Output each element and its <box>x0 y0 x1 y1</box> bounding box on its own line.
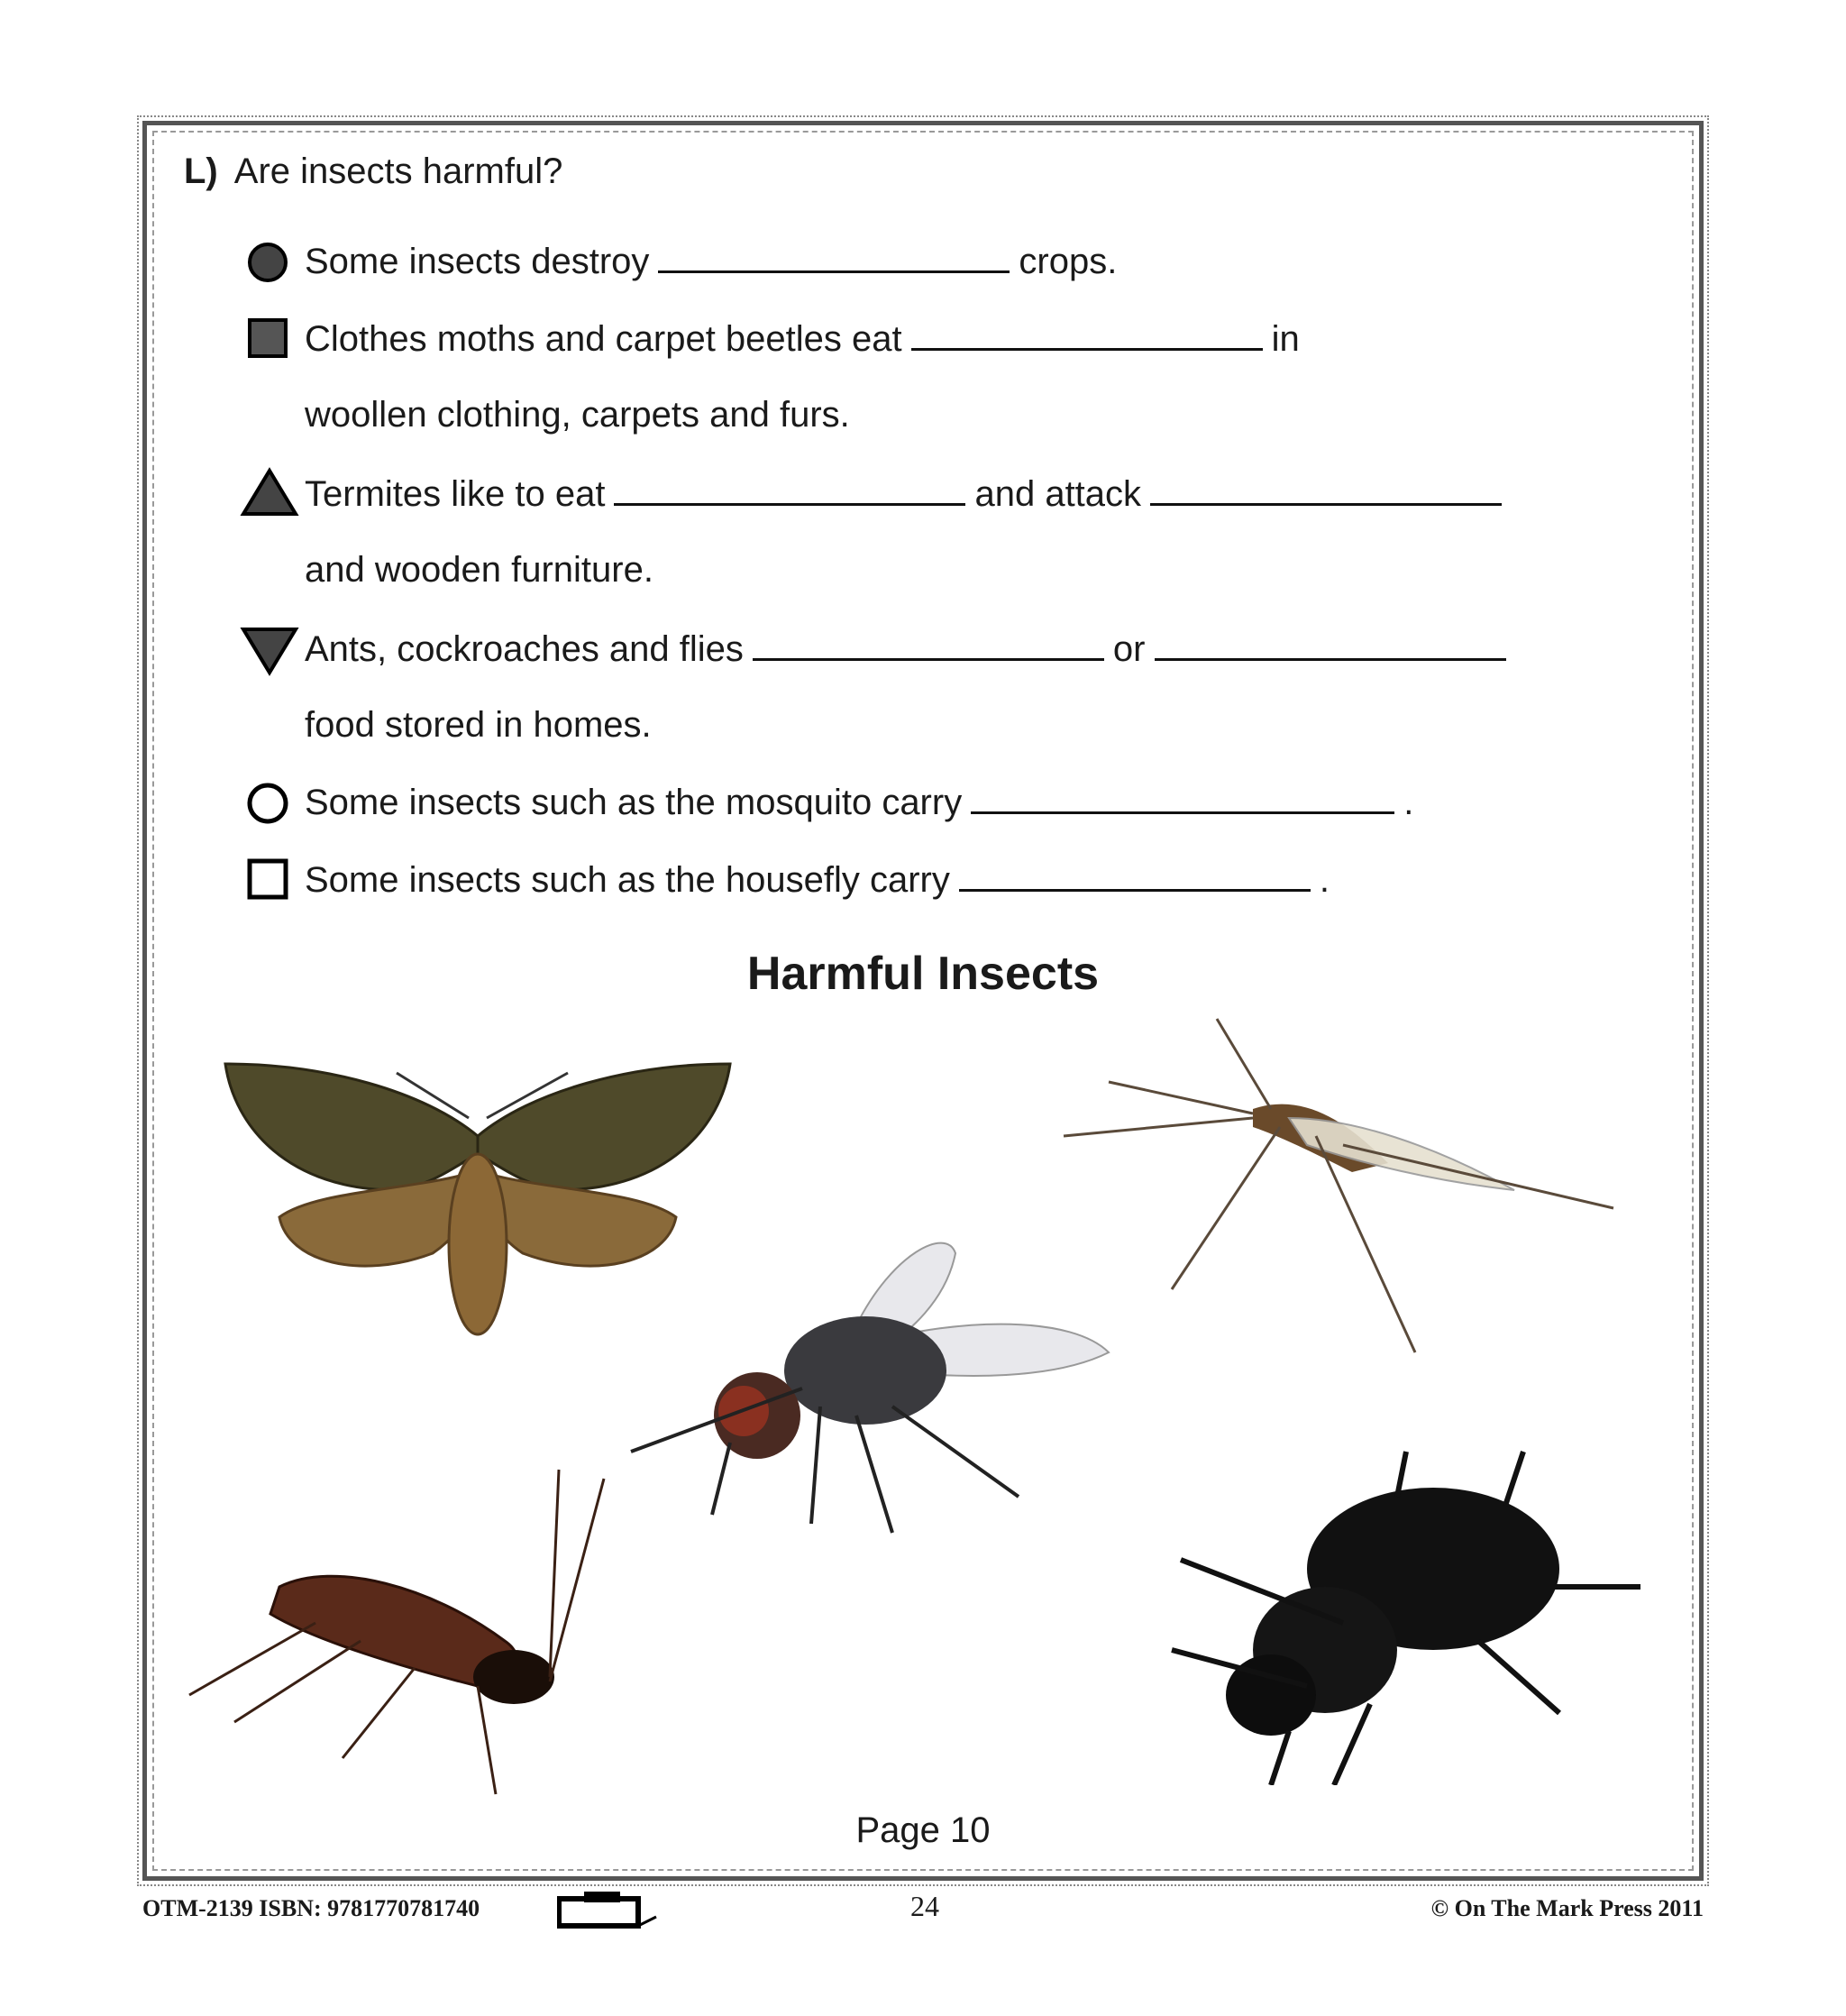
answer-blank-3a[interactable] <box>614 472 965 506</box>
item-2-continuation: woollen clothing, carpets and furs. <box>305 395 850 435</box>
item-6-text-a: Some insects such as the housefly carry <box>305 860 950 900</box>
item-4-text-b: or <box>1112 629 1146 669</box>
footer-copyright: © On The Mark Press 2011 <box>1430 1895 1704 1921</box>
item-2-text-b: in <box>1271 319 1300 359</box>
item-1-text-b: crops. <box>1019 242 1118 281</box>
footer-isbn: OTM-2139 ISBN: 9781770781740 <box>142 1895 480 1921</box>
question-letter: L) <box>184 151 218 191</box>
printer-logo-icon <box>557 1890 658 1931</box>
mosquito-image <box>1055 1010 1631 1388</box>
answer-blank-6[interactable] <box>959 858 1311 892</box>
question-heading <box>184 151 562 192</box>
page-label: Page 10 <box>855 1810 991 1850</box>
open-circle-icon <box>245 781 290 826</box>
item-4-text-a: Ants, cockroaches and flies <box>305 629 744 669</box>
item-3-text-b: and attack <box>974 474 1142 514</box>
answer-blank-3b[interactable] <box>1150 472 1502 506</box>
open-square-icon <box>247 858 288 900</box>
item-3-text-a: Termites like to eat <box>305 474 606 514</box>
beetle-image <box>1163 1443 1650 1785</box>
filled-circle-icon <box>245 240 290 285</box>
answer-blank-1[interactable] <box>658 240 1010 273</box>
item-1-text-a: Some insects destroy <box>305 242 650 281</box>
cockroach-image <box>180 1461 631 1803</box>
item-6-text-b: . <box>1319 860 1330 900</box>
item-3 <box>305 472 1511 515</box>
item-4-continuation: food stored in homes. <box>305 705 652 745</box>
filled-square-icon <box>247 317 288 359</box>
item-5-text-a: Some insects such as the mosquito carry <box>305 783 963 822</box>
answer-blank-2[interactable] <box>911 317 1263 351</box>
item-6 <box>305 858 1330 901</box>
housefly-image <box>622 1226 1127 1551</box>
up-triangle-icon <box>240 467 299 518</box>
item-5 <box>305 781 1413 823</box>
down-triangle-icon <box>240 626 299 676</box>
section-title: Harmful Insects <box>746 948 1100 1000</box>
answer-blank-5[interactable] <box>971 781 1394 814</box>
item-5-text-b: . <box>1403 783 1414 822</box>
item-1 <box>305 240 1117 282</box>
item-3-continuation: and wooden furniture. <box>305 550 653 590</box>
answer-blank-4a[interactable] <box>753 628 1104 661</box>
footer-page-number: 24 <box>910 1890 939 1922</box>
question-text: Are insects harmful? <box>233 151 563 191</box>
item-2 <box>305 317 1300 360</box>
answer-blank-4b[interactable] <box>1155 628 1506 661</box>
item-2-text-a: Clothes moths and carpet beetles eat <box>305 319 902 359</box>
item-4 <box>305 628 1515 670</box>
